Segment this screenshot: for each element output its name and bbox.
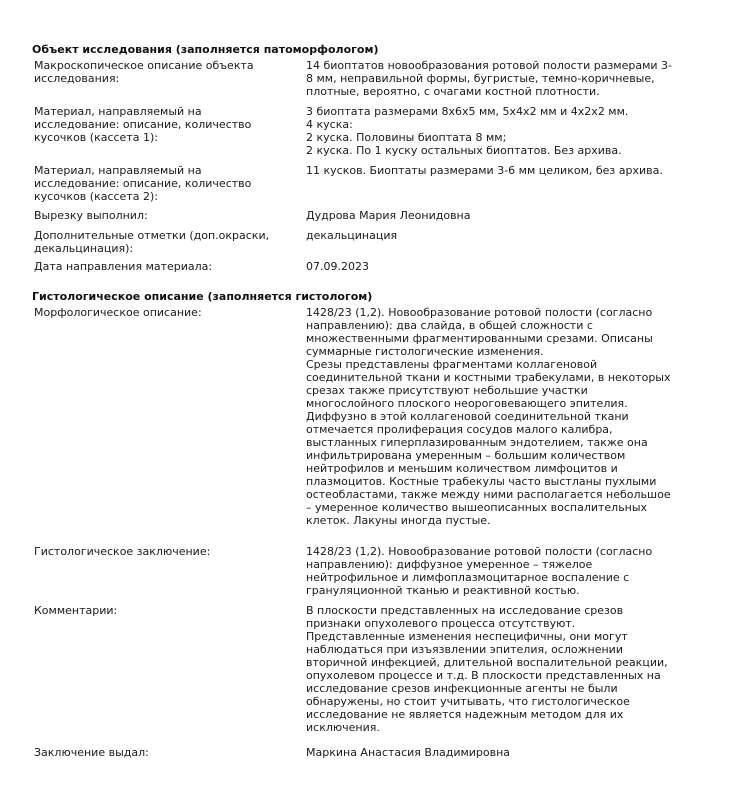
field-value: 3 биоптата размерами 8х6х5 мм, 5х4х2 мм и 4х2х2 мм. 4 куска: 2 куска. Половины биоптата 8 мм; 2 куска. По 1 куску остальных биоптатов. Без архива. (306, 105, 629, 157)
field-value: 11 кусков. Биоптаты размерами 3-6 мм целиком, без архива. (306, 164, 663, 177)
field-value: декальцинация (306, 229, 398, 242)
field-label: Вырезку выполнил: (34, 209, 148, 222)
field-label: Материал, направляемый на исследование: описание, количество кусочков (кассета 1): (34, 105, 252, 144)
field-label: Материал, направляемый на исследование: описание, количество кусочков (кассета 2): (34, 164, 252, 203)
field-value: В плоскости представленных на исследование срезов признаки опухолевого процесса отсутствуют. Представленные изменения неспецифичны, они могут наблюдаться при изъязвлении эпителия, осложнении вторичной инфекцией, длительной воспалительной реакции, опухолевом процессе и т.д. В плоскости представленных на исследование срезов инфекционные агенты не были обнаружены, но стоит учитывать, что гистологическое исследование не является надежным методом для их исключения. (306, 604, 668, 734)
field-value: Маркина Анастасия Владимировна (306, 746, 511, 759)
field-label: Макроскопическое описание объекта исследования: (34, 59, 254, 85)
field-value: 1428/23 (1,2). Новообразование ротовой полости (согласно направлению): два слайда, в общей сложности с множественными фрагментированными срезами. Описаны суммарные гистологические изменения. Срезы представлены фрагментами коллагеновой соединительной ткани и костными трабекулами, в некоторых срезах также присутствуют небольшие участки многослойного плоского неороговевающего эпителия. Диффузно в этой коллагеновой соединительной ткани отмечается пролиферация сосудов малого калибра, выстланных гиперплазированным эндотелием, также она инфильтрирована умеренным – большим количеством нейтрофилов и меньшим количеством лимфоцитов и плазмоцитов. Костные трабекулы часто выстланы пухлыми остеобластами, также между ними располагается небольшое – умеренное количество вышеописанных воспалительных клеток. Лакуны иногда пустые. (306, 306, 671, 527)
field-value: 1428/23 (1,2). Новообразование ротовой полости (согласно направлению): диффузное умеренное – тяжелое нейтрофильное и лимфоплазмоцитарное воспаление с грануляционной тканью и реактивной костью. (306, 545, 653, 597)
field-label: Дата направления материала: (34, 260, 213, 273)
field-label: Гистологическое заключение: (34, 545, 211, 558)
field-value: Дудрова Мария Леонидовна (306, 209, 471, 222)
field-label: Морфологическое описание: (34, 306, 202, 319)
field-label: Дополнительные отметки (доп.окраски, декальцинация): (34, 229, 270, 255)
section-title-object: Объект исследования (заполняется патоморфологом) (32, 43, 379, 56)
field-value: 07.09.2023 (306, 260, 369, 273)
field-value: 14 биоптатов новообразования ротовой полости размерами 3- 8 мм, неправильной формы, бугристые, темно-коричневые, плотные, вероятно, с очагами костной плотности. (306, 59, 673, 98)
section-title-histology: Гистологическое описание (заполняется гистологом) (32, 290, 373, 303)
field-label: Комментарии: (34, 604, 118, 617)
field-label: Заключение выдал: (34, 746, 149, 759)
